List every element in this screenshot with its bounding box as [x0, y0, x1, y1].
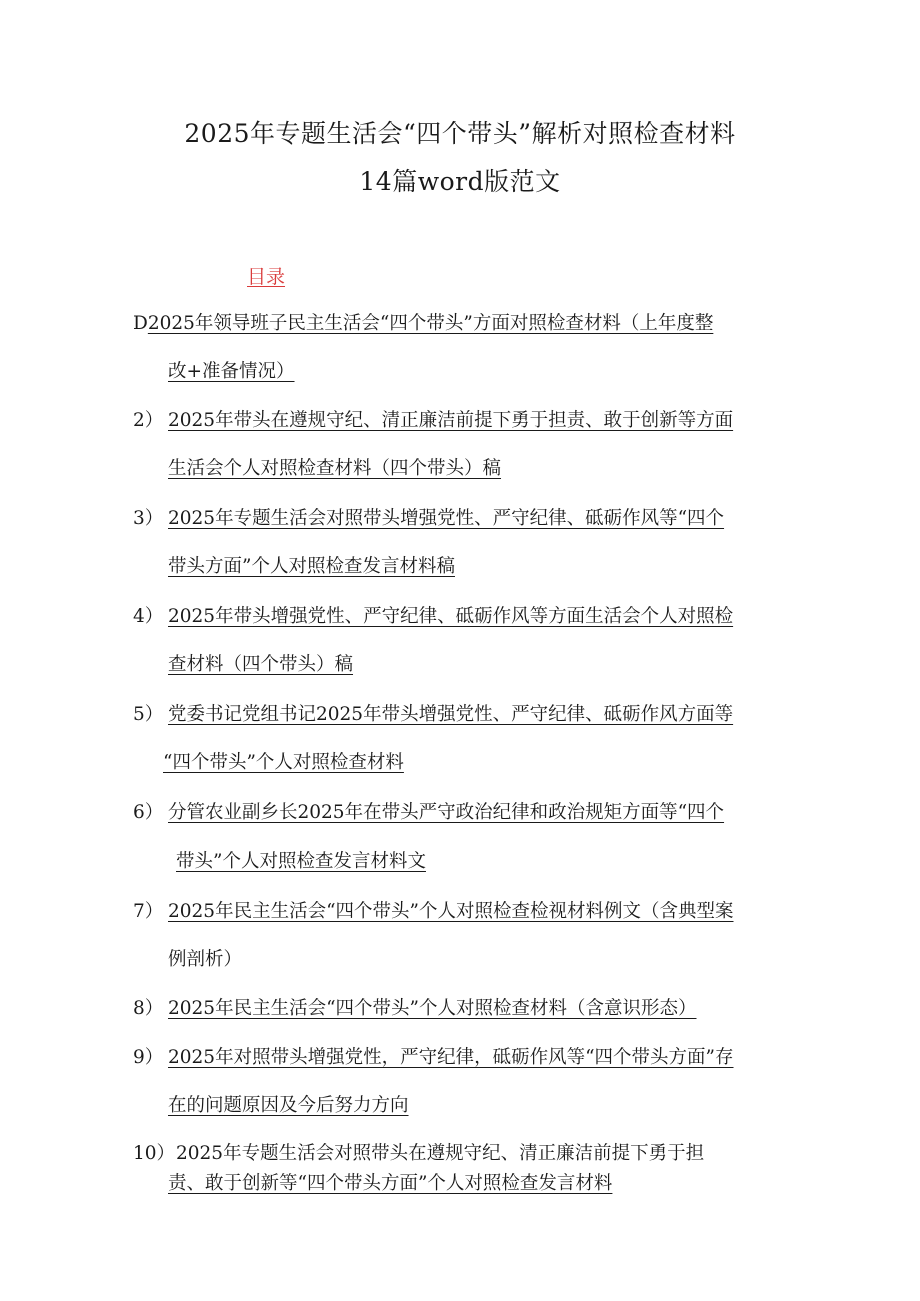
toc-item-2-number: 2）: [133, 410, 164, 431]
toc-item-5-link-line-1[interactable]: 党委书记党组书记2025年带头增强党性、严守纪律、砥砺作风方面等: [168, 704, 734, 725]
toc-item-9-link-line-1[interactable]: 2025年对照带头增强党性，严守纪律，砥砺作风等“四个带头方面”存: [168, 1047, 734, 1068]
toc-item-2-link-line-1[interactable]: 2025年带头在遵规守纪、清正廉洁前提下勇于担责、敢于创新等方面: [168, 410, 734, 431]
toc-item-4-continued[interactable]: [168, 653, 353, 677]
toc-item-5-link-line-2[interactable]: “四个带头”个人对照检查材料: [163, 752, 404, 773]
toc-item-9-continued[interactable]: [168, 1094, 409, 1118]
toc-item-6[interactable]: [133, 801, 724, 825]
toc-item-7[interactable]: [133, 900, 734, 924]
toc-item-3-link-line-2[interactable]: 带头方面”个人对照检查发言材料稿: [168, 556, 455, 577]
toc-item-5-number: 5）: [133, 704, 164, 725]
toc-item-4-number: 4）: [133, 606, 164, 627]
toc-item-9-link-line-2[interactable]: 在的问题原因及今后努力方向: [168, 1095, 409, 1116]
toc-item-6-link-line-1[interactable]: 分管农业副乡长2025年在带头严守政治纪律和政治规矩方面等“四个: [168, 802, 725, 823]
toc-item-6-link-line-2[interactable]: 带头”个人对照检查发言材料文: [176, 851, 426, 872]
toc-item-10-number: 10）: [133, 1143, 176, 1164]
toc-item-3-link-line-1[interactable]: 2025年专题生活会对照带头增强党性、严守纪律、砥砺作风等“四个: [168, 508, 725, 529]
toc-item-1-link-line-1[interactable]: 2025年领导班子民主生活会“四个带头”方面对照检查材料（上年度整: [147, 313, 714, 334]
toc-item-1[interactable]: [133, 312, 713, 336]
toc-item-9-number: 9）: [133, 1047, 164, 1068]
toc-item-10-continued[interactable]: [168, 1172, 612, 1196]
toc-item-10-text-line-1[interactable]: 2025年专题生活会对照带头在遵规守纪、清正廉洁前提下勇于担: [176, 1143, 705, 1164]
toc-item-6-number: 6）: [133, 802, 164, 823]
toc-item-5-continued[interactable]: [163, 751, 404, 775]
toc-item-2-continued[interactable]: [168, 457, 501, 481]
toc-item-7-link-line-2[interactable]: 例剖析）: [168, 949, 243, 970]
toc-item-6-continued[interactable]: [176, 850, 426, 874]
toc-item-1-number: D: [133, 313, 148, 334]
toc-item-9[interactable]: [133, 1046, 734, 1070]
toc-item-2[interactable]: [133, 409, 733, 433]
document-title-line-2: 14篇word版范文: [359, 167, 561, 196]
toc-item-1-continued[interactable]: [168, 360, 295, 384]
toc-item-8[interactable]: [133, 997, 697, 1021]
toc-item-8-link-line-1[interactable]: 2025年民主生活会“四个带头”个人对照检查材料（含意识形态）: [168, 998, 697, 1019]
toc-item-7-link-line-1[interactable]: 2025年民主生活会“四个带头”个人对照检查检视材料例文（含典型案: [168, 901, 734, 922]
toc-item-7-number: 7）: [133, 901, 164, 922]
toc-item-4[interactable]: [133, 605, 733, 629]
document-title-line-1: 2025年专题生活会“四个带头”解析对照检查材料: [184, 119, 736, 148]
toc-item-10[interactable]: [133, 1142, 704, 1166]
toc-item-4-link-line-2[interactable]: 查材料（四个带头）稿: [168, 654, 354, 675]
toc-item-2-link-line-2[interactable]: 生活会个人对照检查材料（四个带头）稿: [168, 458, 502, 479]
toc-item-8-number: 8）: [133, 998, 164, 1019]
toc-item-3[interactable]: [133, 507, 724, 531]
toc-item-3-number: 3）: [133, 508, 164, 529]
toc-item-7-continued[interactable]: [168, 948, 242, 972]
toc-item-10-link-line-2[interactable]: 责、敢于创新等“四个带头方面”个人对照检查发言材料: [168, 1173, 613, 1194]
toc-item-1-link-line-2[interactable]: 改+准备情况）: [168, 361, 295, 382]
toc-item-5[interactable]: [133, 703, 733, 727]
toc-item-4-link-line-1[interactable]: 2025年带头增强党性、严守纪律、砥砺作风等方面生活会个人对照检: [168, 606, 734, 627]
toc-item-3-continued[interactable]: [168, 555, 455, 579]
toc-heading: 目录: [247, 266, 286, 288]
